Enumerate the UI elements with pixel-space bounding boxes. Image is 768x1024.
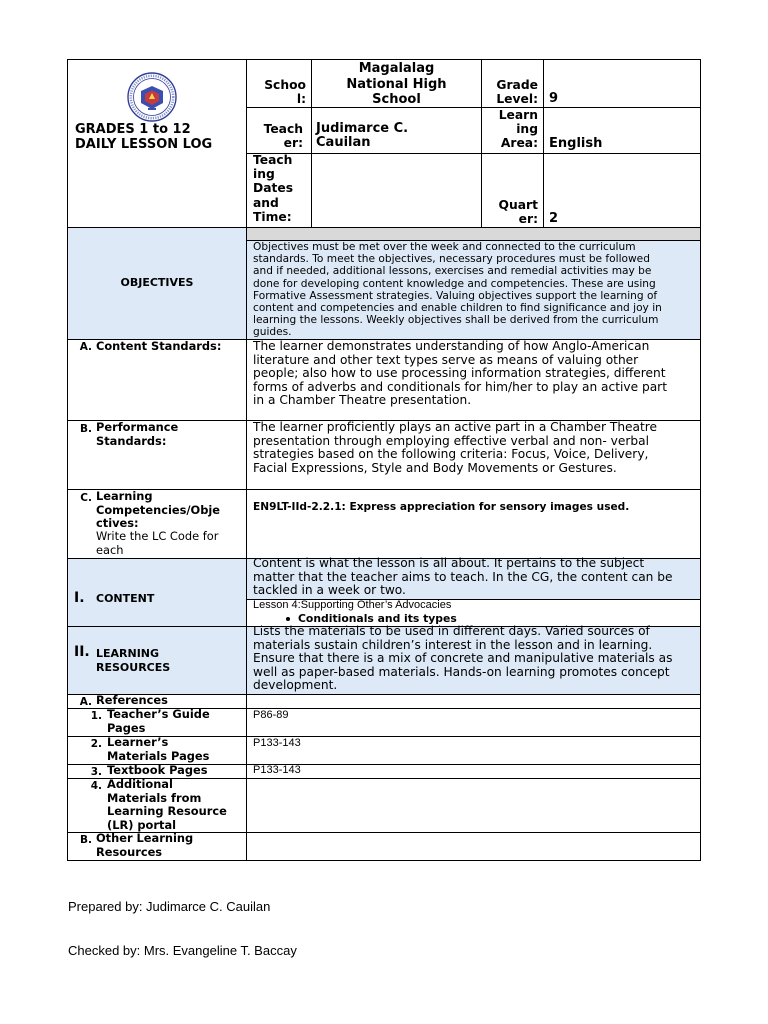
content-label-fill: [68, 559, 246, 626]
lesson-title: Lesson 4:Supporting Other’s Advocacies: [253, 599, 452, 611]
deped-seal-icon: [127, 72, 177, 122]
other-resources-marker: B.: [80, 834, 92, 846]
learning-area-label: Learn ing Area:: [498, 108, 538, 151]
textbook-label: Textbook Pages: [107, 763, 208, 777]
competencies-note: Write the LC Code for each: [96, 529, 219, 557]
content-description: Content is what the lesson is all about. It pertains to the subject matter that the teacher aims to teach. In the CG, the content can be tackled in a week or two.: [253, 556, 673, 598]
competencies-marker: C.: [80, 492, 92, 504]
learners-materials-label: Learner’s Materials Pages: [107, 735, 210, 763]
content-standards-marker: A.: [79, 341, 92, 353]
content-standards-label: Content Standards:: [96, 339, 222, 353]
learners-materials-value: P133-143: [253, 737, 301, 749]
resources-marker: II.: [74, 644, 90, 660]
competencies-label: Learning Competencies/Obje ctives:: [96, 489, 221, 531]
bullet-icon: [286, 617, 290, 621]
additional-materials-label: Additional Materials from Learning Resource (LR) portal: [107, 777, 227, 832]
teachers-guide-label: Teacher’s Guide Pages: [107, 707, 210, 735]
textbook-value: P133-143: [253, 764, 301, 776]
additional-materials-marker: 4.: [90, 780, 102, 792]
performance-standards-text: The learner proficiently plays an active part in a Chamber Theatre presentation through employing effective verbal and non- verbal strategies based on the following criteria: Focus, Voice, Delivery, Facial Expressions, Style and Body Movements or Gestures.: [253, 420, 658, 475]
resources-label: LEARNING RESOURCES: [96, 647, 171, 674]
competencies-value: EN9LT-IId-2.2.1: Express appreciation for sensory images used.: [253, 501, 630, 513]
performance-standards-label: Performance Standards:: [96, 420, 179, 448]
grade-level-value: 9: [549, 91, 559, 106]
teacher-value: Judimarce C. Cauilan: [316, 121, 409, 151]
references-marker: A.: [79, 696, 92, 708]
teaching-dates-label: Teach ing Dates and Time:: [253, 153, 294, 224]
content-marker: I.: [74, 590, 85, 606]
objectives-description: Objectives must be met over the week and connected to the curriculum standards. To meet the objectives, necessary procedures must be followed and if needed, additional lessons, exercises and remedial activities may be done for developing content knowledge and competencies. These are using Formative Assessment strategies. Valuing objectives support the learning of content and competencies and enable children to find significance and joy in learning the lessons. Weekly objectives shall be derived from the curriculum guides.: [253, 241, 662, 339]
content-bullet-item: Conditionals and its types: [298, 612, 457, 625]
quarter-value: 2: [549, 211, 559, 226]
prepared-by: Prepared by: Judimarce C. Cauilan: [68, 899, 271, 914]
content-label: CONTENT: [96, 592, 155, 605]
school-value: Magalalag National High School: [346, 61, 447, 107]
learning-area-value: English: [549, 136, 603, 151]
other-resources-label: Other Learning Resources: [96, 831, 194, 859]
teachers-guide-marker: 1.: [90, 710, 102, 722]
grade-level-label: Grade Level:: [496, 78, 538, 107]
content-standards-text: The learner demonstrates understanding of how Anglo-American literature and other text types serve as means of valuing other people; also how to use processing information strategies, different forms of adverbs and conditionals for him/her to play an active part in a Chamber Theatre presentation.: [253, 339, 667, 407]
teachers-guide-value: P86-89: [253, 709, 289, 721]
learners-materials-marker: 2.: [90, 738, 102, 750]
resources-description: Lists the materials to be used in different days. Varied sources of materials sustain children’s interest in the lesson and in learning. Ensure that there is a mix of concrete and manipulative materials as well as paper-based materials. Hands-on learning promotes concept development.: [253, 624, 673, 693]
teacher-label: Teach er:: [263, 122, 303, 151]
title-line-2: DAILY LESSON LOG: [75, 137, 213, 152]
checked-by: Checked by: Mrs. Evangeline T. Baccay: [68, 943, 297, 958]
references-label: References: [96, 693, 168, 707]
title-line-1: GRADES 1 to 12: [75, 122, 191, 137]
quarter-label: Quart er:: [498, 198, 538, 227]
textbook-marker: 3.: [90, 766, 102, 778]
school-label: Schoo l:: [264, 78, 306, 107]
objectives-label: OBJECTIVES: [120, 276, 194, 289]
performance-standards-marker: B.: [80, 423, 92, 435]
